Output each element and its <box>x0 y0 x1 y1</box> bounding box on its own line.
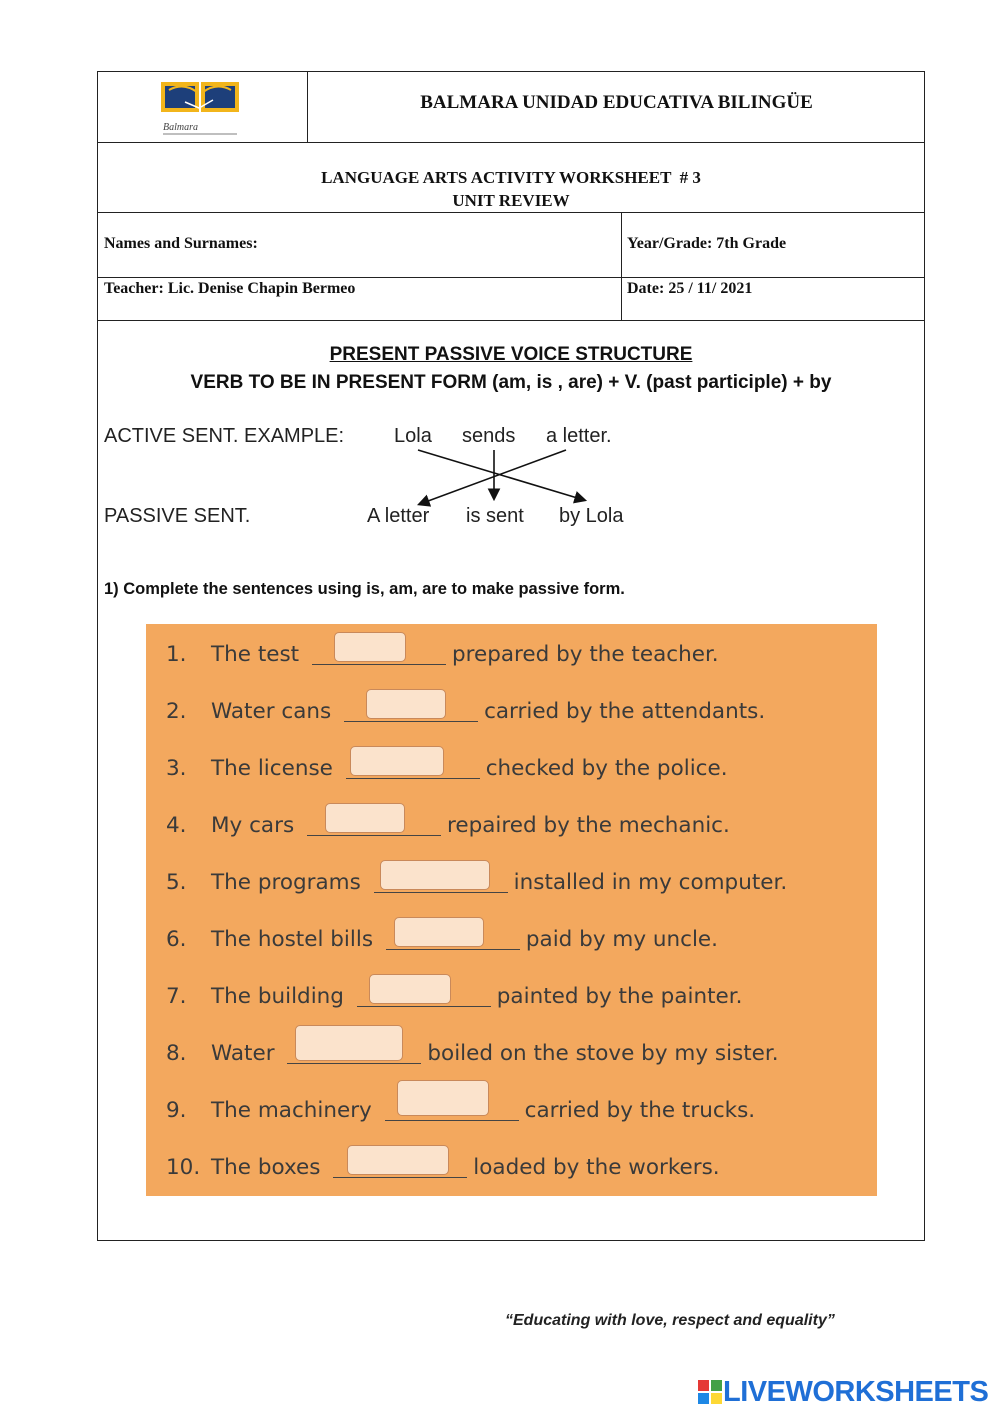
item-number: 5. <box>166 870 187 895</box>
names-label: Names and Surnames: <box>104 235 258 252</box>
date-label: Date: 25 / 11/ 2021 <box>627 280 753 297</box>
answer-input-5[interactable] <box>380 860 490 890</box>
item-after: paid by my uncle. <box>525 927 718 952</box>
answer-blank <box>374 862 508 893</box>
divider <box>621 212 622 320</box>
divider <box>97 212 925 213</box>
item-before: The programs <box>211 870 361 895</box>
exercise-item <box>166 634 719 674</box>
exercise-item <box>166 1090 755 1130</box>
item-number: 8. <box>166 1041 187 1066</box>
worksheet-title <box>97 166 925 212</box>
arrow-object-to-subject <box>420 450 566 504</box>
answer-blank <box>333 1147 467 1178</box>
exercise-item <box>166 862 787 902</box>
liveworksheets-logo-icon <box>698 1380 722 1404</box>
item-before: The hostel bills <box>211 927 374 952</box>
item-after: boiled on the stove by my sister. <box>427 1041 779 1066</box>
structure-title: PRESENT PASSIVE VOICE STRUCTURE <box>329 344 693 365</box>
exercise-panel <box>146 624 877 1196</box>
answer-blank <box>287 1033 421 1064</box>
answer-input-7[interactable] <box>369 974 451 1004</box>
brand-text: LIVEWORKSHEETS <box>723 1376 989 1408</box>
answer-input-6[interactable] <box>394 917 484 947</box>
transformation-arrows <box>400 446 600 508</box>
exercise-item <box>166 691 765 731</box>
exercise-instruction: 1) Complete the sentences using is, am, are to make passive form. <box>104 580 625 598</box>
item-after: installed in my computer. <box>513 870 788 895</box>
exercise-item <box>166 805 730 845</box>
item-before: The license <box>211 756 333 781</box>
passive-verb: is sent <box>466 505 524 527</box>
item-before: Water <box>211 1041 275 1066</box>
item-after: carried by the trucks. <box>524 1098 756 1123</box>
item-number: 3. <box>166 756 187 781</box>
item-number: 9. <box>166 1098 187 1123</box>
active-sentence-label: ACTIVE SENT. EXAMPLE: <box>104 425 345 447</box>
answer-input-4[interactable] <box>325 803 405 833</box>
exercise-item <box>166 976 742 1016</box>
divider <box>97 277 925 278</box>
book-logo-icon <box>155 78 250 140</box>
item-before: The boxes <box>211 1155 321 1180</box>
active-object: a letter. <box>546 425 612 447</box>
item-after: repaired by the mechanic. <box>447 813 730 838</box>
answer-input-10[interactable] <box>347 1145 449 1175</box>
school-logo <box>155 78 250 140</box>
item-number: 10. <box>166 1155 201 1180</box>
answer-blank <box>386 919 520 950</box>
passive-subject: A letter <box>367 505 430 527</box>
teacher-label: Teacher: Lic. Denise Chapin Bermeo <box>104 280 356 297</box>
passive-sentence-label: PASSIVE SENT. <box>104 505 251 527</box>
exercise-item <box>166 1147 720 1187</box>
worksheet-subtitle: UNIT REVIEW <box>452 191 570 210</box>
item-after: painted by the painter. <box>496 984 743 1009</box>
liveworksheets-brand[interactable] <box>698 1376 988 1409</box>
item-before: Water cans <box>211 699 332 724</box>
answer-blank <box>344 691 478 722</box>
answer-blank <box>346 748 480 779</box>
answer-input-3[interactable] <box>350 746 444 776</box>
grade-label: Year/Grade: 7th Grade <box>627 235 787 252</box>
item-after: carried by the attendants. <box>484 699 766 724</box>
item-before: My cars <box>211 813 295 838</box>
item-before: The machinery <box>211 1098 372 1123</box>
divider <box>97 142 925 143</box>
answer-blank <box>385 1090 519 1121</box>
item-number: 2. <box>166 699 187 724</box>
item-number: 4. <box>166 813 187 838</box>
answer-input-9[interactable] <box>397 1080 489 1116</box>
svg-text:Balmara: Balmara <box>163 122 198 133</box>
item-number: 7. <box>166 984 187 1009</box>
answer-input-8[interactable] <box>295 1025 403 1061</box>
passive-agent: by Lola <box>559 505 624 527</box>
active-verb: sends <box>462 425 516 447</box>
answer-blank <box>307 805 441 836</box>
answer-input-2[interactable] <box>366 689 446 719</box>
exercise-item <box>166 748 728 788</box>
item-number: 1. <box>166 642 187 667</box>
school-motto: “Educating with love, respect and equality” <box>505 1312 835 1329</box>
item-after: prepared by the teacher. <box>451 642 719 667</box>
school-name: BALMARA UNIDAD EDUCATIVA BILINGÜE <box>420 92 813 113</box>
structure-formula: VERB TO BE IN PRESENT FORM (am, is , are) + V. (past participle) + by <box>190 372 832 393</box>
item-before: The test <box>211 642 300 667</box>
answer-input-1[interactable] <box>334 632 406 662</box>
exercise-item <box>166 1033 779 1073</box>
arrow-subject-to-agent <box>418 450 584 500</box>
answer-blank <box>312 634 446 665</box>
item-after: checked by the police. <box>485 756 728 781</box>
item-number: 6. <box>166 927 187 952</box>
active-subject: Lola <box>394 425 432 447</box>
item-after: loaded by the workers. <box>473 1155 720 1180</box>
divider <box>97 320 925 321</box>
worksheet-title-line: LANGUAGE ARTS ACTIVITY WORKSHEET # 3 <box>321 168 701 187</box>
answer-blank <box>357 976 491 1007</box>
item-before: The building <box>211 984 344 1009</box>
exercise-item <box>166 919 718 959</box>
